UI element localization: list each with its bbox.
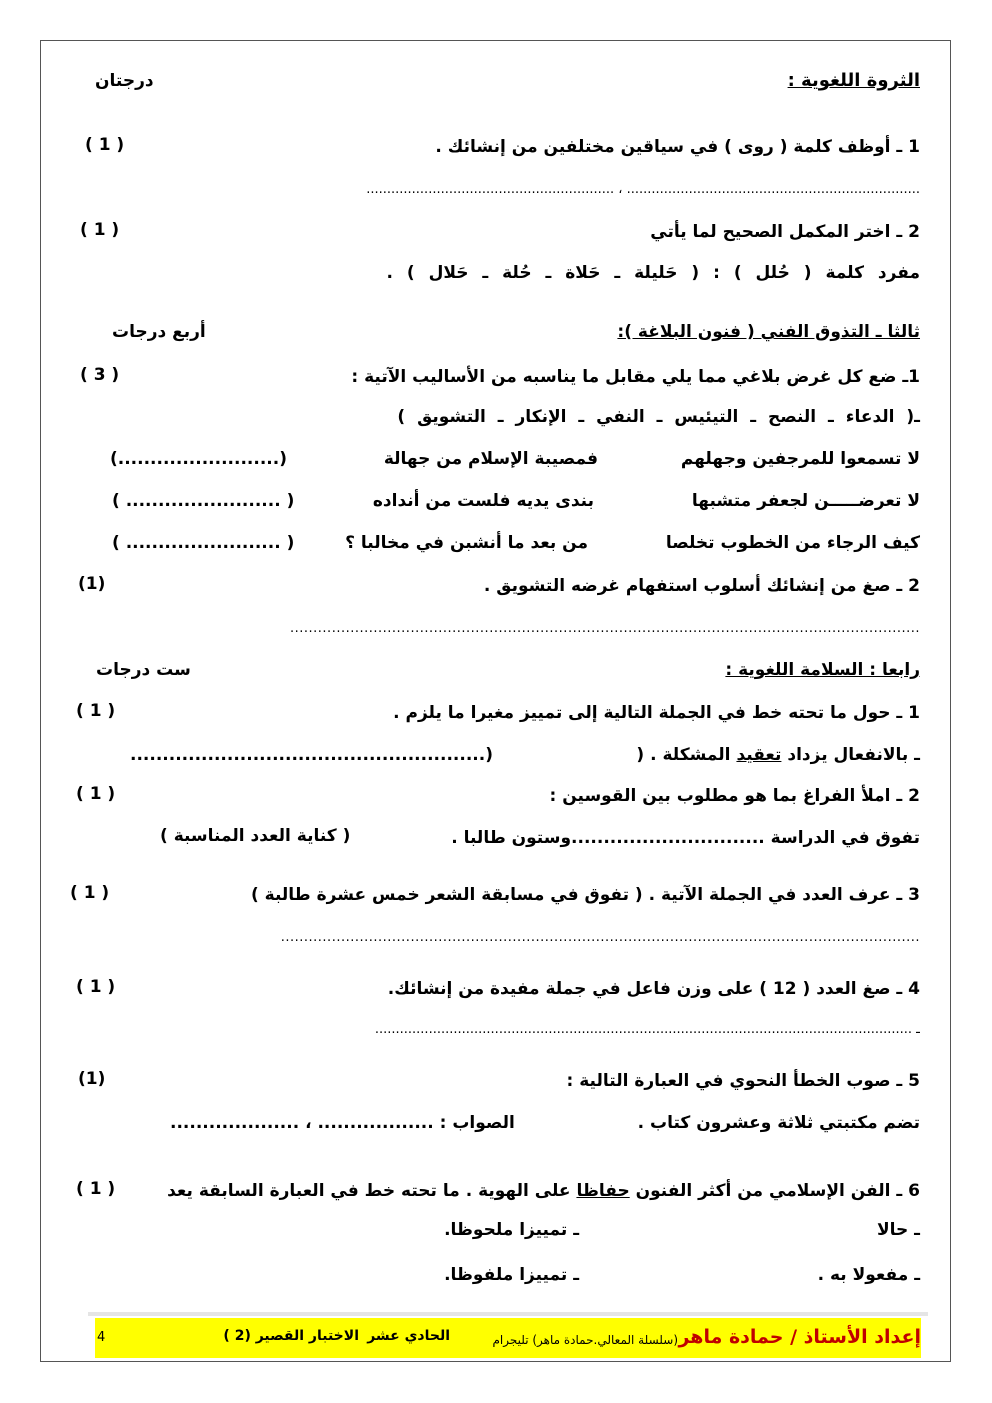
correctness-q3-mark: ( 1 ) <box>70 883 110 903</box>
footer-bar <box>95 1318 921 1358</box>
vocab-heading: الثروة اللغوية : <box>787 70 920 91</box>
rhetoric-q2-answer-line[interactable]: ........................................................................................................................................ <box>290 622 920 636</box>
vocab-q2-choices: مفرد كلمة ( حُلل ) : ( حَليلة ـ حَلاة ـ حُلة ـ حَلال ) . <box>386 263 920 283</box>
verse-2-second: بندى يديه فلست من أنداده <box>372 491 594 511</box>
rhetoric-q2-mark: (1) <box>78 574 106 594</box>
correctness-q5-mark: (1) <box>78 1069 106 1089</box>
rhetoric-q1-mark: ( 3 ) <box>80 365 120 385</box>
vocab-q1-answer-line[interactable]: ....................................................................... ، ............................................................ <box>366 183 920 197</box>
correctness-q3: 3 ـ عرف العدد في الجملة الآتية . ( تفوق في مسابقة الشعر خمس عشرة طالبة ) <box>250 885 920 905</box>
rhetoric-q2: 2 ـ صغ من إنشائك أسلوب استفهام غرضه التشويق . <box>483 576 920 596</box>
correctness-q1: 1 ـ حول ما تحته خط في الجملة التالية إلى تمييز مغيرا ما يلزم . <box>393 703 920 723</box>
footer-shadow <box>88 1312 928 1316</box>
q6-option-3[interactable]: ـ مفعولا به . <box>817 1265 920 1285</box>
underlined-word-2: حفاظا <box>576 1181 630 1201</box>
verse-3-second: من بعد ما أنشبن في مخالبا ؟ <box>345 533 588 553</box>
correctness-q6-mark: ( 1 ) <box>76 1179 116 1199</box>
q6-option-1[interactable]: ـ حالا <box>876 1220 920 1240</box>
footer-grade: الحادي عشر <box>367 1328 450 1344</box>
footer-exam: الاختبار القصير (2 ) <box>223 1328 359 1344</box>
correctness-q3-answer-line[interactable]: .......................................................................................................................................... <box>280 931 920 945</box>
verse-2-first: لا تعرضـــــن لجعفر متشبها <box>691 491 920 511</box>
verse-3-first: كيف الرجاء من الخطوب تخلصا <box>665 533 920 553</box>
q6-option-2[interactable]: ـ تمييزا ملحوظا. <box>444 1220 579 1240</box>
correctness-q1-mark: ( 1 ) <box>76 701 116 721</box>
rhetoric-grade: أربع درجات <box>112 322 206 342</box>
vocab-q2: 2 ـ اختر المكمل الصحيح لما يأتي <box>650 222 920 242</box>
correctness-q2-hint: ( كناية العدد المناسبة ) <box>160 826 351 846</box>
correctness-q1-answer[interactable]: .......................................................) <box>130 745 493 765</box>
verse-1-first: لا تسمعوا للمرجفين وجهلهم <box>680 449 920 469</box>
underlined-word: تعقيد <box>736 745 782 765</box>
correctness-q4-mark: ( 1 ) <box>76 977 116 997</box>
q6-option-4[interactable]: ـ تمييزا ملفوظا. <box>444 1265 579 1285</box>
correctness-q2-sentence: تفوق في الدراسة ..............................وستون طالبا . <box>451 828 920 848</box>
correctness-q5-answer[interactable]: الصواب : .................. ، .................... <box>170 1113 515 1133</box>
verse-2-answer[interactable]: ( ........................ ) <box>112 491 295 511</box>
correctness-q6: 6 ـ الفن الإسلامي من أكثر الفنون حفاظا على الهوية . ما تحته خط في العبارة السابقة يعد <box>167 1181 920 1201</box>
correctness-q5-sentence: تضم مكتبتي ثلاثة وعشرون كتاب . <box>637 1113 920 1133</box>
verse-1-answer[interactable]: (.........................) <box>110 449 287 469</box>
verse-1-second: فمصيبة الإسلام من جهالة <box>383 449 598 469</box>
vocab-q1-mark: ( 1 ) <box>85 135 125 155</box>
correctness-q5: 5 ـ صوب الخطأ النحوي في العبارة التالية : <box>566 1071 920 1091</box>
correctness-q2-mark: ( 1 ) <box>76 784 116 804</box>
correctness-q2: 2 ـ املأ الفراغ بما هو مطلوب بين القوسين : <box>549 786 920 806</box>
correctness-q1-sentence: ـ بالانفعال يزداد تعقيد المشكلة . ( <box>636 745 920 765</box>
rhetoric-heading: ثالثا ـ التذوق الفني ( فنون البلاغة ): <box>617 322 920 342</box>
correctness-q4-answer-line[interactable]: ـ .................................................................................................................................. <box>374 1023 920 1037</box>
verse-3-answer[interactable]: ( ........................ ) <box>112 533 295 553</box>
vocab-q2-mark: ( 1 ) <box>80 220 120 240</box>
vocab-q1: 1 ـ أوظف كلمة ( روى ) في سياقين مختلفين من إنشائك . <box>435 137 920 157</box>
page-number: 4 <box>97 1330 106 1345</box>
correctness-heading: رابعا : السلامة اللغوية : <box>725 660 920 680</box>
footer-author: إعداد الأستاذ / حمادة ماهر <box>678 1326 921 1348</box>
vocab-grade: درجتان <box>95 71 154 91</box>
correctness-grade: ست درجات <box>96 660 191 680</box>
rhetoric-q1: 1ـ ضع كل غرض بلاغي مما يلي مقابل ما يناسبه من الأساليب الآتية : <box>351 367 920 387</box>
correctness-q4: 4 ـ صغ العدد ( 12 ) على وزن فاعل في جملة مفيدة من إنشائك. <box>387 979 920 999</box>
footer-series: (سلسلة المعالي.حمادة ماهر) تليجرام <box>492 1333 678 1347</box>
rhetoric-options: ـ( الدعاء ـ النصح ـ التيئيس ـ النفي ـ الإنكار ـ التشويق ) <box>397 407 920 427</box>
